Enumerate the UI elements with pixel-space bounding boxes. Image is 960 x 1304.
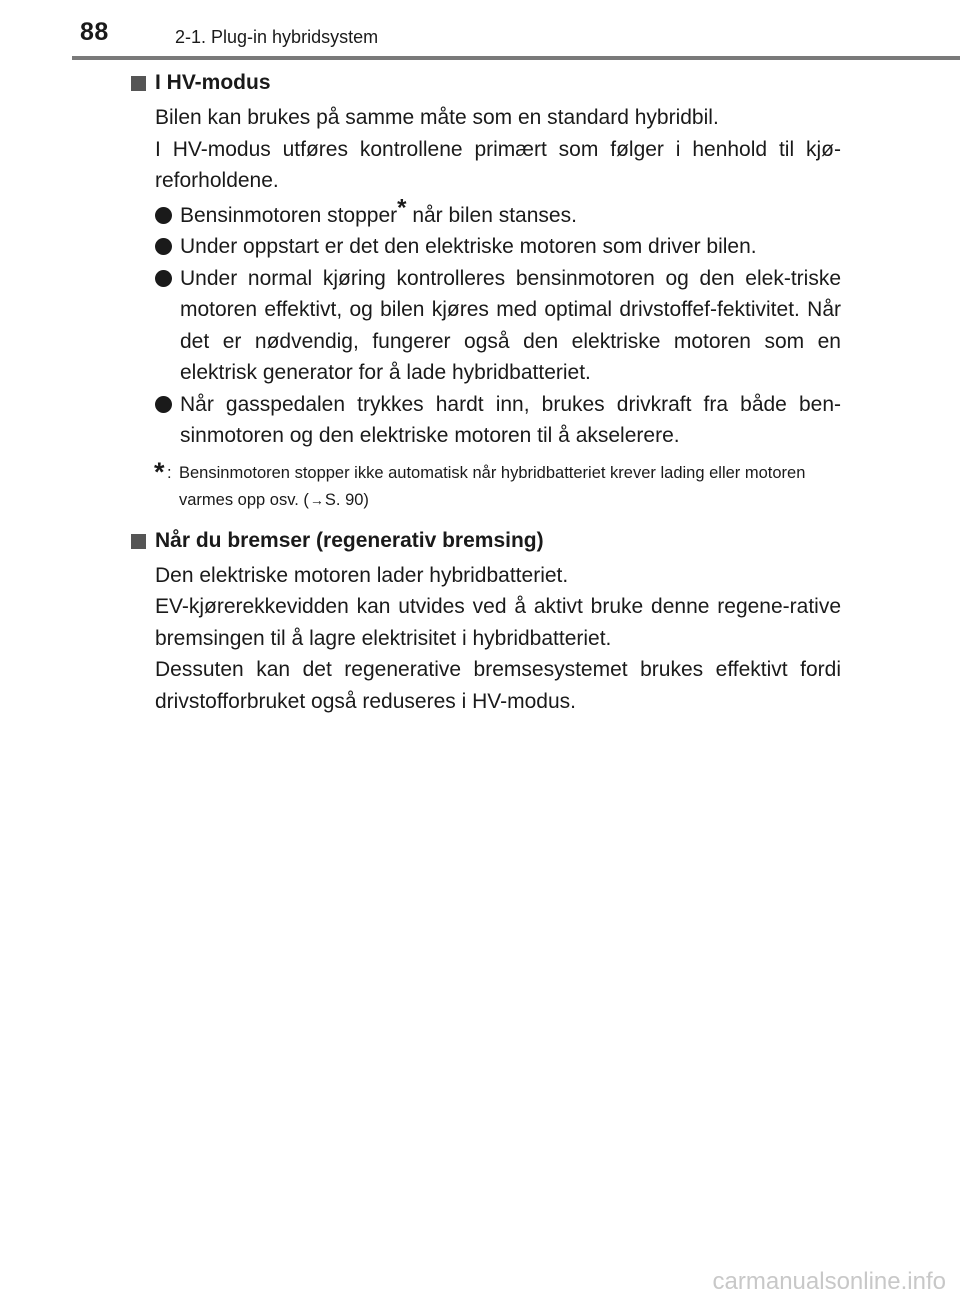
list-item [0, 263, 841, 389]
round-bullet-icon [155, 270, 172, 287]
heading-regenerative-braking [0, 524, 960, 558]
footnote-text: Bensinmotoren stopper ikke automatisk når hybridbatteriet krever lading eller motoren varmes opp osv. ( [179, 463, 806, 509]
round-bullet-icon [155, 207, 172, 224]
paragraph: EV-kjørerekkevidden kan utvides ved å aktivt bruke denne regene-rative bremsingen til å lagre elektrisitet i hybridbatteriet. [155, 595, 841, 650]
page-number: 88 [80, 18, 109, 46]
paragraph: Bilen kan brukes på samme måte som en standard hybridbil. [155, 106, 719, 129]
list-item-text: Når gasspedalen trykkes hardt inn, brukes drivkraft fra både ben-sinmotoren og den elektriske motoren til å akselerere. [180, 392, 841, 447]
list-item-text: Bensinmotoren stopper [180, 203, 398, 227]
square-bullet-icon [131, 76, 146, 91]
heading-text: Når du bremser (regenerativ bremsing) [155, 528, 544, 552]
round-bullet-icon [155, 238, 172, 255]
page-reference: S. 90) [324, 490, 369, 509]
list-item-text: Under oppstart er det den elektriske motoren som driver bilen. [180, 235, 757, 258]
paragraph: Den elektriske motoren lader hybridbatteriet. [155, 563, 569, 587]
footnote-marker: * [154, 456, 165, 487]
page-header [0, 0, 960, 60]
paragraph: I HV-modus utføres kontrollene primært som følger i henhold til kjø-reforholdene. [155, 137, 841, 192]
square-bullet-icon [131, 534, 146, 549]
watermark: carmanualsonline.info [712, 1268, 946, 1295]
footnote-colon: : [167, 463, 172, 482]
list-item [0, 389, 841, 452]
footnote [0, 456, 842, 514]
heading-hv-mode [0, 66, 960, 100]
arrow-right-icon: → [309, 491, 324, 508]
list-item-text: når bilen stanses. [406, 203, 577, 227]
page-content [0, 66, 960, 717]
list-item [0, 231, 841, 263]
list-item [0, 193, 841, 232]
paragraph: Dessuten kan det regenerative bremsesystemet brukes effektivt fordi drivstofforbruket også reduseres i HV-modus. [155, 658, 841, 713]
round-bullet-icon [155, 396, 172, 413]
list-item-text: Under normal kjøring kontrolleres bensinmotoren og den elek-triske motoren effektivt, og bilen kjøres med optimal drivstoffef-fektivitet. Når det er nødvendig, fungerer også den elektriske motoren som en elektrisk generator for å lade hybridbatteriet. [180, 266, 841, 384]
header-rule [72, 56, 960, 60]
section-title: 2-1. Plug-in hybridsystem [175, 27, 379, 47]
heading-text: I HV-modus [155, 71, 271, 94]
footnote-reference: * [397, 193, 407, 221]
